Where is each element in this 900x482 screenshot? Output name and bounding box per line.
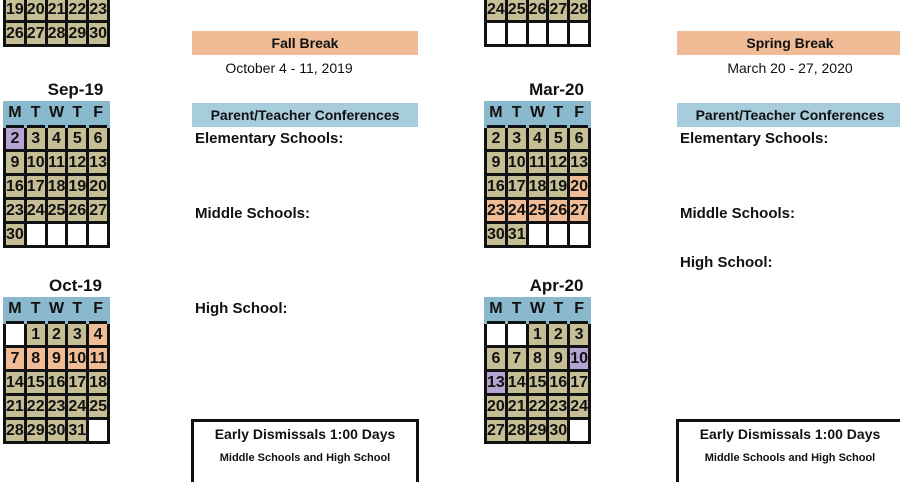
day-cell: 9 xyxy=(548,347,569,371)
day-cell: 23 xyxy=(46,395,67,419)
day-cell: 17 xyxy=(506,175,527,199)
day-cell xyxy=(46,223,67,247)
weekday-header: M xyxy=(5,101,26,127)
day-cell: 31 xyxy=(67,419,88,443)
day-cell: 9 xyxy=(486,151,507,175)
day-cell: 12 xyxy=(67,151,88,175)
day-cell: 26 xyxy=(548,199,569,223)
day-cell: 6 xyxy=(486,347,507,371)
day-cell: 6 xyxy=(88,127,109,151)
calendar-grid xyxy=(3,101,110,248)
day-cell xyxy=(88,419,109,443)
calendar-grid xyxy=(484,101,591,248)
day-cell: 14 xyxy=(506,371,527,395)
early-dismissals-title: Early Dismissals 1:00 Days xyxy=(214,426,396,442)
day-cell: 9 xyxy=(5,151,26,175)
day-cell: 28 xyxy=(506,419,527,443)
elementary-schools-label-right: Elementary Schools: xyxy=(680,130,829,147)
day-cell xyxy=(506,323,527,347)
day-cell: 3 xyxy=(569,323,590,347)
day-cell: 16 xyxy=(486,175,507,199)
day-cell xyxy=(25,223,46,247)
day-cell: 6 xyxy=(569,127,590,151)
weekday-header: T xyxy=(67,297,88,323)
weekday-header: T xyxy=(548,101,569,127)
day-cell: 3 xyxy=(67,323,88,347)
day-cell: 11 xyxy=(46,151,67,175)
day-cell: 19 xyxy=(5,0,26,22)
day-cell xyxy=(548,22,569,46)
conferences-bar-left: Parent/Teacher Conferences xyxy=(192,103,418,127)
day-cell: 24 xyxy=(506,199,527,223)
day-cell: 25 xyxy=(527,199,548,223)
day-cell: 2 xyxy=(5,127,26,151)
day-cell: 10 xyxy=(25,151,46,175)
elementary-schools-label-left: Elementary Schools: xyxy=(195,130,344,147)
day-cell: 13 xyxy=(569,151,590,175)
day-cell: 21 xyxy=(506,395,527,419)
spring-break-dates: March 20 - 27, 2020 xyxy=(727,60,853,76)
day-cell: 19 xyxy=(548,175,569,199)
day-cell: 3 xyxy=(506,127,527,151)
day-cell: 20 xyxy=(88,175,109,199)
day-cell: 30 xyxy=(88,22,109,46)
day-cell: 17 xyxy=(569,371,590,395)
day-cell: 18 xyxy=(88,371,109,395)
day-cell: 30 xyxy=(548,419,569,443)
day-cell: 30 xyxy=(486,223,507,247)
day-cell: 23 xyxy=(5,199,26,223)
weekday-header: W xyxy=(527,297,548,323)
day-cell: 14 xyxy=(5,371,26,395)
day-cell: 26 xyxy=(527,0,548,22)
calendar-aug-grid xyxy=(3,0,110,47)
day-cell: 1 xyxy=(25,323,46,347)
day-cell: 29 xyxy=(25,419,46,443)
day-cell: 17 xyxy=(67,371,88,395)
spring-break-bar: Spring Break xyxy=(677,31,900,55)
day-cell: 8 xyxy=(527,347,548,371)
day-cell: 9 xyxy=(46,347,67,371)
middle-schools-label-left: Middle Schools: xyxy=(195,205,311,222)
day-cell: 25 xyxy=(88,395,109,419)
day-cell: 11 xyxy=(88,347,109,371)
day-cell: 16 xyxy=(548,371,569,395)
weekday-header: T xyxy=(506,297,527,323)
day-cell: 12 xyxy=(548,151,569,175)
day-cell xyxy=(5,323,26,347)
day-cell: 21 xyxy=(5,395,26,419)
day-cell: 4 xyxy=(88,323,109,347)
high-school-label-left: High School: xyxy=(195,300,288,317)
day-cell: 27 xyxy=(25,22,46,46)
day-cell: 5 xyxy=(67,127,88,151)
day-cell: 13 xyxy=(88,151,109,175)
day-cell xyxy=(527,22,548,46)
weekday-header: T xyxy=(25,101,46,127)
weekday-header: M xyxy=(486,101,507,127)
day-cell xyxy=(569,419,590,443)
day-cell: 25 xyxy=(506,0,527,22)
day-cell: 21 xyxy=(46,0,67,22)
day-cell: 24 xyxy=(25,199,46,223)
weekday-header: M xyxy=(486,297,507,323)
calendar-grid xyxy=(3,297,110,444)
weekday-header: F xyxy=(569,297,590,323)
day-cell: 25 xyxy=(46,199,67,223)
day-cell: 11 xyxy=(527,151,548,175)
day-cell: 15 xyxy=(527,371,548,395)
day-cell: 3 xyxy=(25,127,46,151)
day-cell: 7 xyxy=(5,347,26,371)
day-cell xyxy=(67,223,88,247)
day-cell: 28 xyxy=(5,419,26,443)
day-cell xyxy=(569,223,590,247)
day-cell: 26 xyxy=(5,22,26,46)
weekday-header: W xyxy=(46,101,67,127)
day-cell: 22 xyxy=(25,395,46,419)
day-cell: 2 xyxy=(46,323,67,347)
day-cell xyxy=(548,223,569,247)
calendar-title: Mar-20 xyxy=(529,80,584,99)
calendar-title: Oct-19 xyxy=(49,276,102,295)
day-cell: 27 xyxy=(569,199,590,223)
weekday-header: M xyxy=(5,297,26,323)
day-cell: 22 xyxy=(527,395,548,419)
day-cell: 13 xyxy=(486,371,507,395)
day-cell: 7 xyxy=(506,347,527,371)
day-cell: 24 xyxy=(67,395,88,419)
calendar-grid xyxy=(484,297,591,444)
day-cell: 10 xyxy=(569,347,590,371)
day-cell: 2 xyxy=(486,127,507,151)
day-cell: 24 xyxy=(486,0,507,22)
day-cell: 1 xyxy=(527,323,548,347)
day-cell: 20 xyxy=(486,395,507,419)
day-cell: 22 xyxy=(67,0,88,22)
day-cell xyxy=(486,323,507,347)
day-cell: 28 xyxy=(46,22,67,46)
day-cell: 17 xyxy=(25,175,46,199)
day-cell: 18 xyxy=(527,175,548,199)
day-cell: 29 xyxy=(67,22,88,46)
day-cell: 28 xyxy=(569,0,590,22)
calendar-title: Apr-20 xyxy=(529,276,584,295)
calendar-title: Sep-19 xyxy=(47,80,104,99)
day-cell: 2 xyxy=(548,323,569,347)
day-cell: 29 xyxy=(527,419,548,443)
calendar-feb-grid xyxy=(484,0,591,47)
day-cell xyxy=(569,22,590,46)
weekday-header: F xyxy=(88,297,109,323)
weekday-header: T xyxy=(67,101,88,127)
day-cell: 27 xyxy=(88,199,109,223)
day-cell: 30 xyxy=(5,223,26,247)
day-cell: 27 xyxy=(486,419,507,443)
day-cell: 4 xyxy=(527,127,548,151)
middle-schools-label-right: Middle Schools: xyxy=(680,205,796,222)
early-dismissals-title: Early Dismissals 1:00 Days xyxy=(699,426,881,442)
day-cell: 10 xyxy=(506,151,527,175)
fall-break-dates: October 4 - 11, 2019 xyxy=(225,60,353,76)
day-cell: 24 xyxy=(569,395,590,419)
weekday-header: F xyxy=(88,101,109,127)
day-cell: 26 xyxy=(67,199,88,223)
early-dismissals-subtitle: Middle Schools and High School xyxy=(704,452,876,464)
day-cell xyxy=(527,223,548,247)
day-cell: 23 xyxy=(548,395,569,419)
day-cell xyxy=(88,223,109,247)
day-cell: 20 xyxy=(25,0,46,22)
day-cell: 23 xyxy=(88,0,109,22)
day-cell: 4 xyxy=(46,127,67,151)
day-cell: 16 xyxy=(5,175,26,199)
day-cell: 5 xyxy=(548,127,569,151)
weekday-header: W xyxy=(527,101,548,127)
high-school-label-right: High School: xyxy=(680,254,773,271)
early-dismissals-subtitle: Middle Schools and High School xyxy=(219,452,391,464)
day-cell: 10 xyxy=(67,347,88,371)
day-cell: 15 xyxy=(25,371,46,395)
day-cell: 23 xyxy=(486,199,507,223)
day-cell xyxy=(506,22,527,46)
day-cell xyxy=(486,22,507,46)
day-cell: 8 xyxy=(25,347,46,371)
day-cell: 18 xyxy=(46,175,67,199)
day-cell: 30 xyxy=(46,419,67,443)
day-cell: 16 xyxy=(46,371,67,395)
weekday-header: T xyxy=(25,297,46,323)
day-cell: 31 xyxy=(506,223,527,247)
weekday-header: T xyxy=(506,101,527,127)
conferences-bar-right: Parent/Teacher Conferences xyxy=(677,103,900,127)
day-cell: 20 xyxy=(569,175,590,199)
day-cell: 19 xyxy=(67,175,88,199)
fall-break-bar: Fall Break xyxy=(192,31,418,55)
weekday-header: F xyxy=(569,101,590,127)
weekday-header: W xyxy=(46,297,67,323)
day-cell: 27 xyxy=(548,0,569,22)
weekday-header: T xyxy=(548,297,569,323)
